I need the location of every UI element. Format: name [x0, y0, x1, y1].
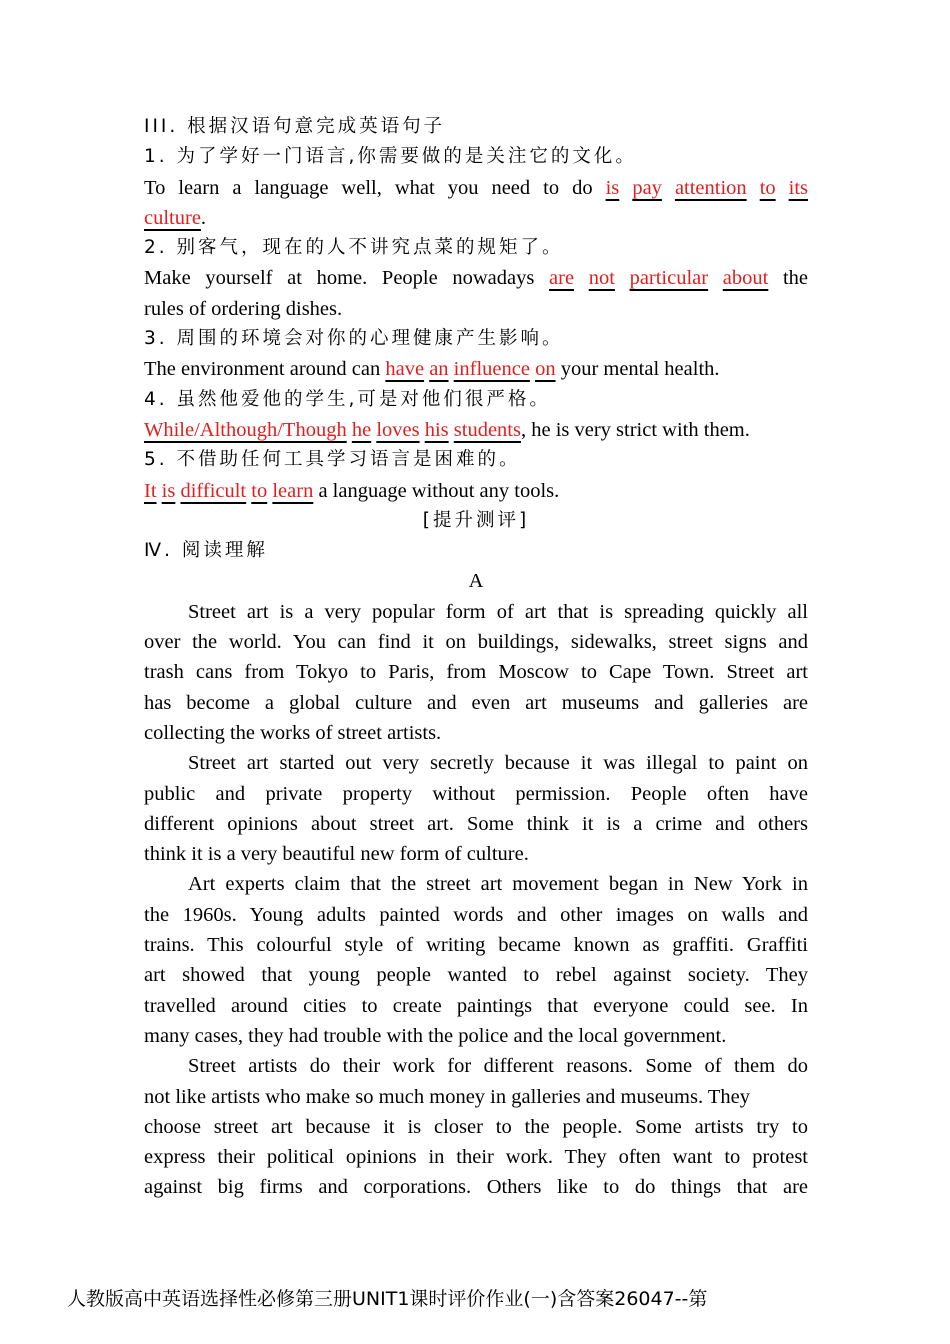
answer-word: about: [722, 267, 769, 290]
q3-chinese: 3. 周围的环境会对你的心理健康产生影响。: [144, 328, 564, 350]
answer-word: loves: [376, 418, 420, 441]
answer-word: an: [429, 358, 449, 381]
paragraph-line: Art experts claim that the street art movement began in New York in: [188, 873, 808, 896]
paragraph-line: Street art started out very secretly because it was illegal to paint on: [188, 752, 808, 775]
answer-word: his: [424, 418, 449, 441]
q3-english: The environment around can have an influence on your mental health.: [144, 358, 720, 381]
answer-word: to: [759, 176, 776, 199]
q1-english-line2: culture.: [144, 206, 207, 229]
paragraph-line: not like artists who make so much money in galleries and museums. They: [144, 1085, 750, 1108]
paragraph-line: travelled around cities to create paintings that everyone could see. In: [144, 994, 808, 1017]
paragraph-line: trains. This colourful style of writing became known as graffiti. Graffiti: [144, 934, 808, 957]
paragraph-line: art showed that young people wanted to rebel against society. They: [144, 964, 808, 987]
answer-word: particular: [629, 267, 709, 290]
answer-word: is: [161, 479, 176, 502]
answer-word: culture: [144, 206, 201, 229]
answer-word: are: [549, 267, 575, 290]
answer-word: students: [453, 418, 521, 441]
q2-chinese: 2. 别客气，现在的人不讲究点菜的规矩了。: [144, 237, 564, 259]
paragraph-line: has become a global culture and even art museums and galleries are: [144, 691, 808, 714]
document-body: [144, 112, 808, 1203]
q2-english: Make yourself at home. People nowadays are not particular about the: [144, 267, 809, 290]
paragraph-line: express their political opinions in their work. They often want to protest: [144, 1146, 808, 1169]
answer-word: It: [144, 479, 157, 502]
q5-english: It is difficult to learn a language without any tools.: [144, 479, 560, 502]
answer-word: influence: [453, 358, 530, 381]
section-subtitle: [提升测评]: [422, 509, 530, 531]
section4-title: Ⅳ. 阅读理解: [144, 540, 268, 562]
paragraph-line: Street artists do their work for different reasons. Some of them do: [188, 1055, 808, 1078]
paragraph-line: public and private property without permission. People often have: [144, 782, 808, 805]
answer-word: learn: [272, 479, 314, 502]
q5-chinese: 5. 不借助任何工具学习语言是困难的。: [144, 449, 521, 471]
answer-word: While/Although/Though: [144, 418, 347, 441]
section3-title: III. 根据汉语句意完成英语句子: [144, 116, 446, 137]
answer-word: on: [535, 358, 556, 381]
paragraph-line: many cases, they had trouble with the police and the local government.: [144, 1024, 727, 1047]
page-footer: 人教版高中英语选择性必修第三册UNIT1课时评价作业(一)含答案26047--第: [67, 1288, 708, 1310]
answer-word: pay: [632, 176, 662, 199]
paragraph-line: choose street art because it is closer to the people. Some artists try to: [144, 1115, 808, 1138]
paragraph-line: over the world. You can find it on buildings, sidewalks, street signs and: [144, 631, 808, 654]
paragraph-line: against big firms and corporations. Others like to do things that are: [144, 1176, 808, 1199]
passage-label: A: [468, 570, 484, 593]
answer-word: its: [788, 176, 809, 199]
paragraph-line: trash cans from Tokyo to Paris, from Moscow to Cape Town. Street art: [144, 661, 808, 684]
q1-english: To learn a language well, what you need to do is pay attention to its: [144, 176, 809, 199]
answer-word: attention: [674, 176, 747, 199]
paragraph-line: collecting the works of street artists.: [144, 721, 442, 744]
answer-word: difficult: [180, 479, 247, 502]
paragraph-line: think it is a very beautiful new form of culture.: [144, 843, 529, 866]
answer-word: to: [251, 479, 268, 502]
q1-chinese: 1. 为了学好一门语言,你需要做的是关注它的文化。: [144, 146, 637, 168]
q2-english-line2: rules of ordering dishes.: [144, 297, 343, 320]
answer-word: not: [588, 267, 615, 290]
answer-word: is: [605, 176, 620, 199]
q4-english: While/Although/Though he loves his students, he is very strict with them.: [144, 418, 750, 441]
paragraph-line: the 1960s. Young adults painted words and other images on walls and: [144, 903, 808, 926]
q4-chinese: 4. 虽然他爱他的学生,可是对他们很严格。: [144, 388, 551, 410]
paragraph-line: different opinions about street art. Some think it is a crime and others: [144, 812, 808, 835]
paragraph-line: Street art is a very popular form of art that is spreading quickly all: [188, 600, 808, 623]
answer-word: he: [351, 418, 372, 441]
answer-word: have: [385, 358, 425, 381]
